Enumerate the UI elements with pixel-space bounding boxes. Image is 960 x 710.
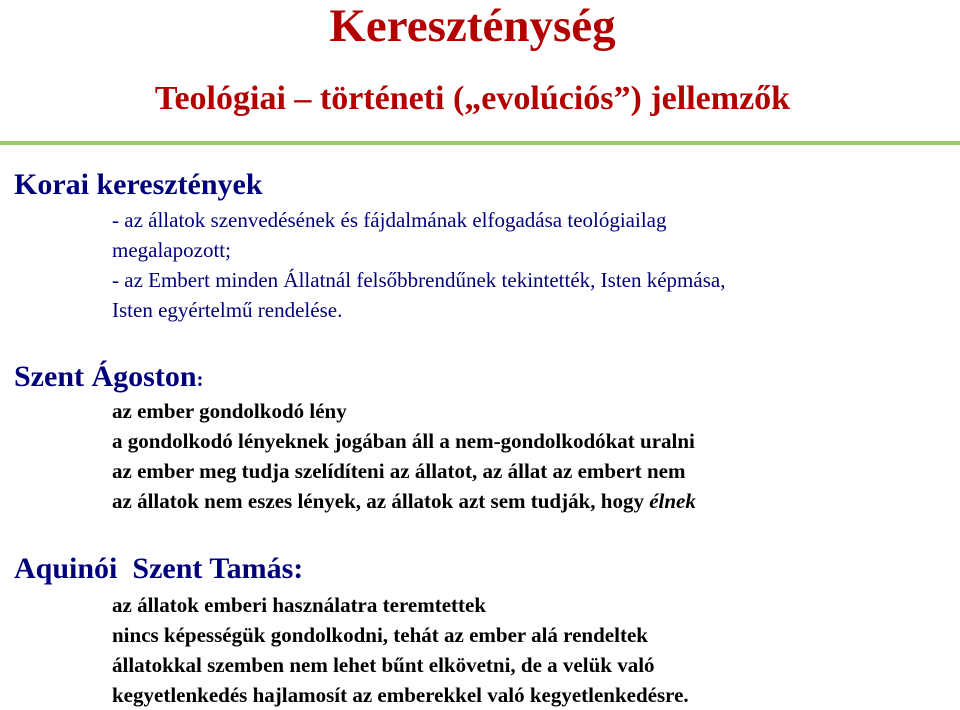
section-line: az állatok emberi használatra teremtettek bbox=[112, 593, 487, 617]
page-subtitle: Teológiai – történeti („evolúciós”) jellemzők bbox=[154, 80, 791, 117]
section-line: nincs képességük gondolkodni, tehát az ember alá rendeltek bbox=[112, 623, 648, 647]
section-lines-szent-agoston bbox=[112, 396, 696, 516]
section-line-text: az állatok nem eszes lények, az állatok azt sem tudják, hogy bbox=[112, 489, 644, 513]
section-line: - az Embert minden Állatnál felsőbbrendűnek tekintették, Isten képmása, bbox=[112, 268, 726, 292]
section-line: kegyetlenkedés hajlamosít az emberekkel való kegyetlenkedésre. bbox=[112, 683, 689, 707]
section-heading-korai-keresztenyek: Korai keresztények bbox=[14, 168, 263, 201]
section-line: állatokkal szemben nem lehet bűnt elkövetni, de a velük való bbox=[112, 653, 655, 677]
emphasis-word: élnek bbox=[649, 489, 696, 513]
section-heading-aquinoi-szent-tamas: Aquinói Szent Tamás: bbox=[14, 552, 304, 585]
section-heading-colon: : bbox=[196, 367, 204, 391]
section-line bbox=[112, 486, 696, 516]
section-heading-text: Szent Ágoston bbox=[14, 360, 197, 393]
page-title: Kereszténység bbox=[329, 0, 616, 52]
section-line: - az állatok szenvedésének és fájdalmának elfogadása teológiailag bbox=[112, 208, 667, 232]
section-line: az ember gondolkodó lény bbox=[112, 399, 347, 423]
section-heading-szent-agoston bbox=[14, 359, 204, 397]
section-line: az ember meg tudja szelídíteni az állatot, az állat az embert nem bbox=[112, 459, 686, 483]
section-line: megalapozott; bbox=[112, 238, 231, 262]
section-lines-aquinoi-szent-tamas bbox=[112, 590, 689, 710]
section-lines-korai-keresztenyek bbox=[112, 205, 725, 325]
section-line: a gondolkodó lényeknek jogában áll a nem-gondolkodókat uralni bbox=[112, 429, 695, 453]
divider-line bbox=[0, 141, 960, 145]
section-line: Isten egyértelmű rendelése. bbox=[112, 298, 343, 322]
